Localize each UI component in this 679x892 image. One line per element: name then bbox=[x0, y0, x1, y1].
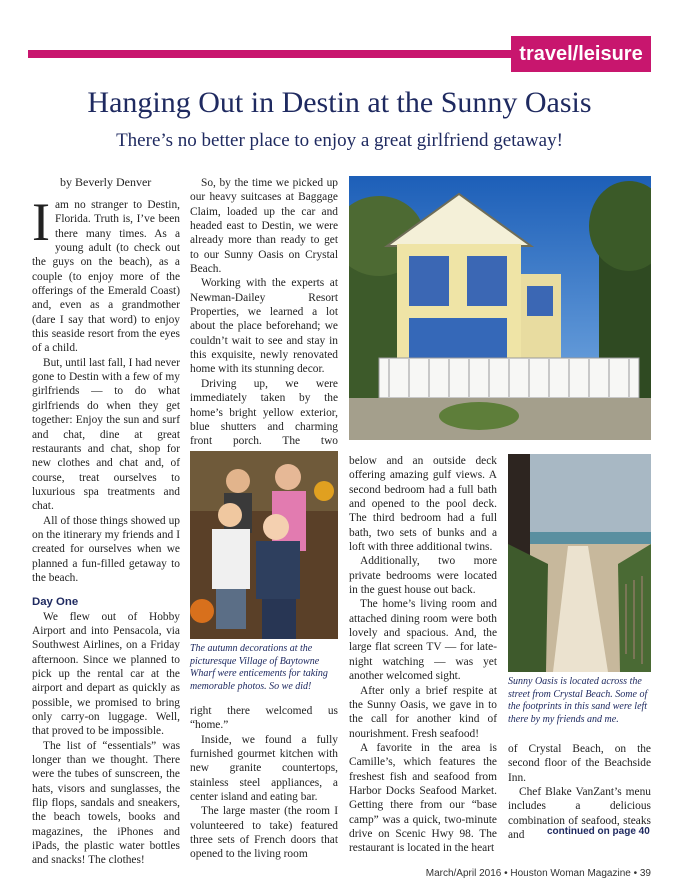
paragraph: Chef Blake VanZant’s menu includes a delicious combination of seafood, steaks and bbox=[508, 786, 651, 842]
continued-notice: continued on page 40 bbox=[547, 826, 650, 837]
paragraph: But, until last fall, I had never gone to Destin with a few of my girlfriends — to do what girlfriends do when they get together: Enjoy the sun and surf and chat, dine at great restaurants and chat, shop for new clothes and chat and, of course, treat ourselves to luxurious spa treatments and chat. bbox=[32, 356, 180, 513]
paragraph: below and an outside deck offering amazing gulf views. A second bedroom had a full bath and opened to the pool deck. The third bedroom had a full bath, two sets of bunks and a loft with three additional twins. bbox=[349, 455, 497, 554]
photo-girlfriends bbox=[190, 451, 338, 639]
headline: Hanging Out in Destin at the Sunny Oasis bbox=[87, 86, 592, 119]
drop-cap: I bbox=[32, 192, 50, 252]
byline: by Beverly Denver bbox=[60, 175, 152, 189]
column-2-top bbox=[190, 176, 338, 463]
caption-beach: Sunny Oasis is located across the street from Crystal Beach. Some of the footprints in this sand were left there by my friends and me. bbox=[508, 676, 648, 725]
photo-beach-path bbox=[508, 454, 651, 672]
section-rule bbox=[28, 50, 511, 58]
column-3 bbox=[349, 454, 497, 856]
page-footer: March/April 2016 • Houston Woman Magazine • 39 bbox=[425, 868, 651, 879]
girlfriends-illustration bbox=[190, 451, 338, 639]
beach-illustration bbox=[508, 454, 651, 672]
caption-girlfriends: The autumn decorations at the picturesque Village of Baytowne Wharf were enticements for taking memorable photos. So we did! bbox=[190, 643, 328, 692]
photo-sunny-oasis-house bbox=[349, 176, 651, 440]
column-2-bottom bbox=[190, 704, 338, 862]
paragraph: Iam no stranger to Destin, Florida. Truth is, I’ve been there many times. As a young adult (to check out the guys on the beach), as a couple (to enjoy more of the offerings of the Emerald Coast) and, even as a grandmother (dare I say that word) to enjoy this seaside resort from the eyes of a child. bbox=[32, 192, 180, 355]
paragraph: Additionally, two more private bedrooms were located in the guest house out back. bbox=[349, 555, 497, 597]
paragraph: The list of “essentials” was longer than we thought. There were the tubes of sunscreen, the hats, visors and sunglasses, the flip flops, sandals and sneakers, the beach towels, books and magazines, the iPhones and iPads, the plastic water bottles and snacks! The clothes! bbox=[32, 739, 180, 867]
paragraph: of Crystal Beach, on the second floor of the Beachside Inn. bbox=[508, 743, 651, 784]
paragraph: After only a brief respite at the Sunny Oasis, we gave in to the call for another kind of nourishment. Fresh seafood! bbox=[349, 684, 497, 740]
paragraph: All of those things showed up on the itinerary my friends and I created for ourselves when we planned a fun-filled getaway to the beach. bbox=[32, 514, 180, 584]
paragraph: Inside, we found a fully furnished gourmet kitchen with new granite countertops, stainless steel appliances, a center island and eating bar. bbox=[190, 733, 338, 804]
paragraph: A favorite in the area is Camille’s, which features the freshest fish and seafood from Harbor Docks Seafood Market. Getting there from our “base camp” was a quick, two-minute drive on Scenic Hwy 98. The restaurant is located in the heart bbox=[349, 741, 497, 855]
column-1 bbox=[32, 192, 180, 868]
section-tag: travel/leisure bbox=[511, 36, 651, 72]
subhead-day-one: Day One bbox=[32, 596, 79, 609]
paragraph: Working with the experts at Newman-Dailey Resort Properties, we learned a lot about the place beforehand; we couldn’t wait to see and stay in this exquisite, newly renovated home with its stunning decor. bbox=[190, 277, 338, 376]
paragraph: The home’s living room and attached dining room were both lovely and spacious. And, the large flat screen TV — for late-night watching — was yet another welcomed sight. bbox=[349, 598, 497, 683]
paragraph: right there welcomed us “home.” bbox=[190, 705, 338, 732]
paragraph: We flew out of Hobby Airport and into Pensacola, via Southwest Airlines, on a Friday afternoon. Since we planned to pick up the rental car at the airport and depart as quickly as possible, we promised to bring only carry-on luggage. Well, that proved to be impossible. bbox=[32, 610, 180, 738]
house-illustration bbox=[349, 176, 651, 440]
paragraph: The large master (the room I volunteered to take) featured three sets of French doors that opened to the living room bbox=[190, 805, 338, 861]
deck: There’s no better place to enjoy a great girlfriend getaway! bbox=[116, 130, 563, 151]
paragraph: Driving up, we were immediately taken by the home’s bright yellow exterior, blue shutters and charming front porch. The two bbox=[190, 377, 338, 448]
paragraph: So, by the time we picked up our heavy suitcases at Baggage Claim, loaded up the car and headed east to Destin, we were already more than ready to get to our Sunny Oasis on Crystal Beach. bbox=[190, 177, 338, 276]
